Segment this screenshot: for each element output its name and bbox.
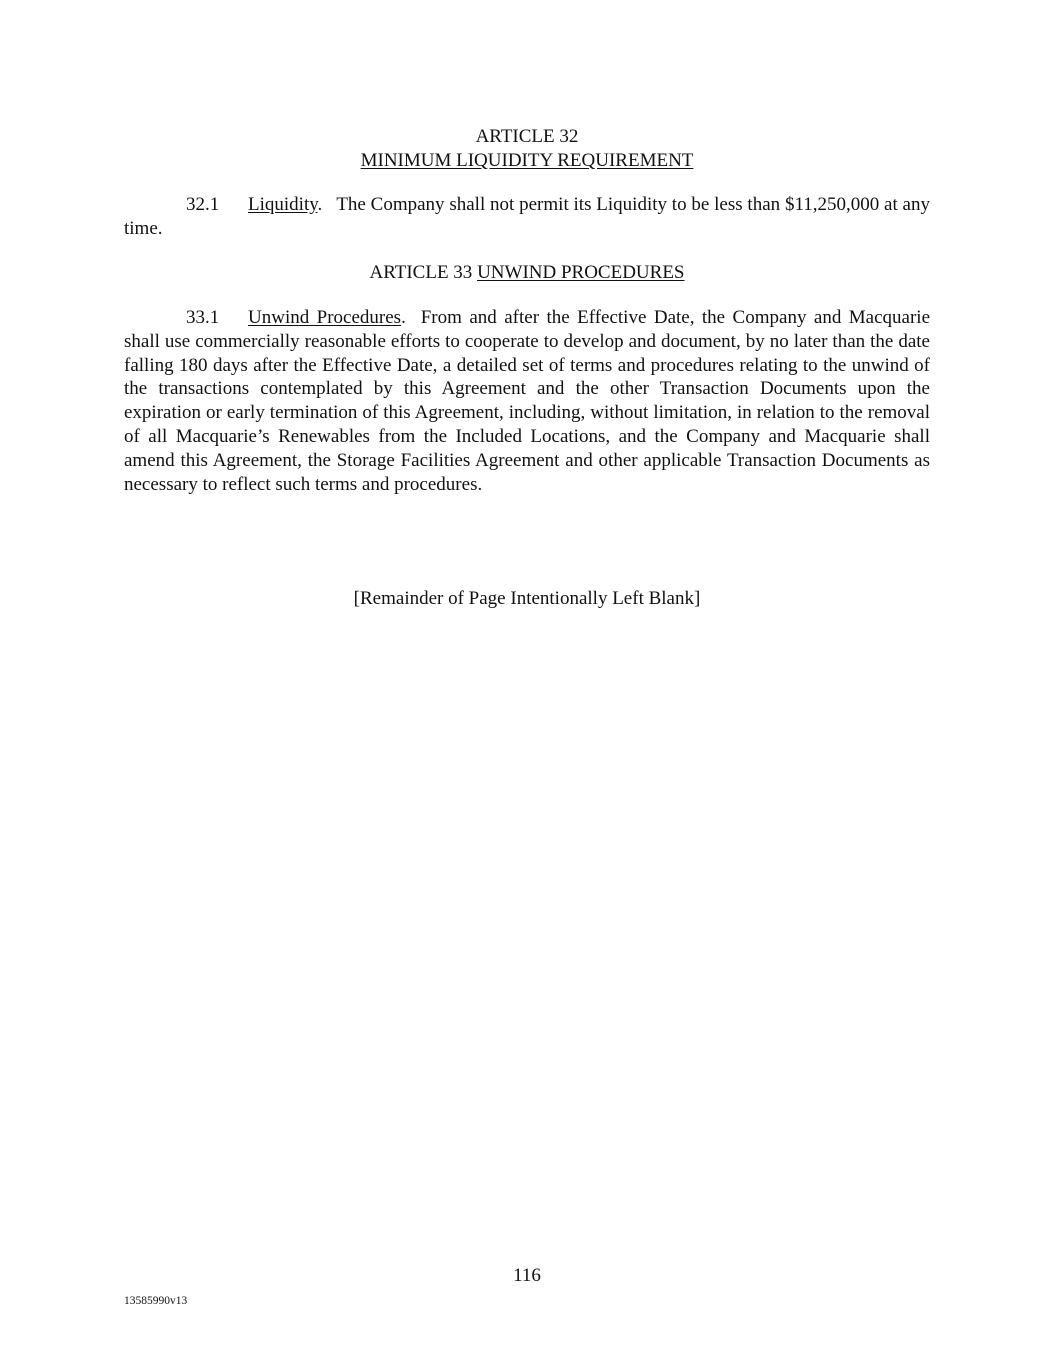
page-number: 116: [513, 1265, 541, 1286]
section-32-1: [124, 193, 935, 241]
article-32-title: MINIMUM LIQUIDITY REQUIREMENT: [360, 149, 694, 171]
remainder-note: [Remainder of Page Intentionally Left Blank]: [353, 588, 701, 609]
section-number: 33.1: [186, 307, 220, 328]
article-33-title: UNWIND PROCEDURES: [477, 262, 685, 283]
article-32-number: ARTICLE 32: [475, 126, 579, 147]
article-33-number: ARTICLE 33: [369, 262, 473, 283]
section-caption: Unwind Procedures: [248, 307, 402, 328]
section-33-1: [124, 306, 935, 496]
section-caption: Liquidity: [248, 194, 318, 215]
article-33-heading: [124, 261, 930, 285]
section-text: . The Company shall not permit its Liquidity to be less than $11,250,000 at any time.: [124, 194, 935, 239]
document-id: 13585990v13: [124, 1295, 188, 1307]
section-text: . From and after the Effective Date, the Company and Macquarie shall use commercially reasonable efforts to cooperate to develop and document, by no later than the date falling 180 days after the Effective Date, a detailed set of terms and procedures relating to the unwind of the transactions contemplated by this Agreement and the other Transaction Documents upon the expiration or early termination of this Agreement, including, without limitation, in relation to the removal of all Macquarie’s Renewables from the Included Locations, and the Company and Macquarie shall amend this Agreement, the Storage Facilities Agreement and other applicable Transaction Documents as necessary to reflect such terms and procedures.: [124, 307, 935, 495]
section-number: 32.1: [186, 194, 220, 215]
article-32-heading: [124, 125, 930, 173]
